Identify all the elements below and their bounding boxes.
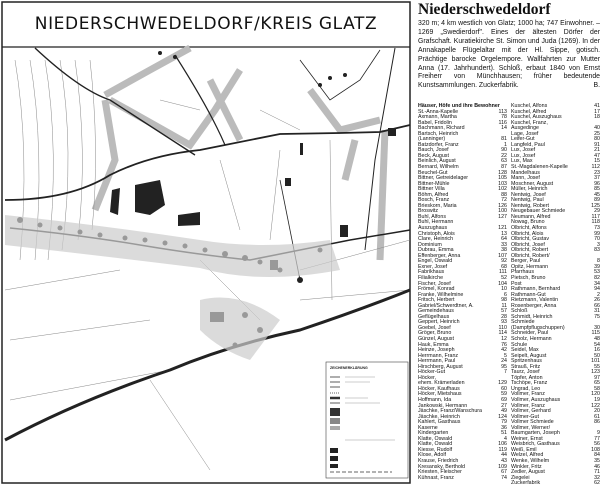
house-number: 75 xyxy=(594,313,600,320)
resident-name: Geflügelhaus xyxy=(418,313,450,320)
resident-name: Kühnast, Franz xyxy=(418,474,454,481)
house-number: 39 xyxy=(594,263,600,270)
resident-name: Frömel, Konrad xyxy=(418,286,455,293)
house-number: 114 xyxy=(498,330,507,337)
resident-name: Rathmann-Gut xyxy=(511,291,546,298)
resident-name: Rietzmann, Valentin xyxy=(511,297,559,304)
resident-name: Spritzenhaus xyxy=(511,358,542,365)
house-number: 100 xyxy=(498,208,507,215)
house-number: 72 xyxy=(501,197,507,204)
resident-name: Franke, Wilhelmine xyxy=(418,291,464,298)
resident-name: Klose, Adolf xyxy=(418,452,446,459)
house-number: 118 xyxy=(591,219,600,226)
house-number: 108 xyxy=(591,446,600,453)
house-number: 127 xyxy=(498,213,507,220)
resident-name: Effenberger, Anna xyxy=(418,252,461,259)
house-number: 69 xyxy=(501,396,507,403)
house-number: 86 xyxy=(594,419,600,426)
house-number: 129 xyxy=(498,380,507,387)
house-number: 3 xyxy=(597,241,600,248)
house-number: 98 xyxy=(501,297,507,304)
resident-name: Bittner, Getreidelager xyxy=(418,175,469,182)
resident-name: Goebel, Josef xyxy=(418,324,451,331)
legend-title: ZEICHENERKLÄRUNG xyxy=(330,366,368,370)
house-number: 103 xyxy=(498,180,507,187)
resident-name: Höcker, Mietshaus xyxy=(418,391,462,398)
house-number: 40 xyxy=(594,125,600,132)
house-number: 87 xyxy=(501,164,507,171)
house-number: 67 xyxy=(501,469,507,476)
house-number: 14 xyxy=(501,125,507,132)
resident-name: Broswitz xyxy=(418,208,439,215)
resident-name: Bachmann, Richard xyxy=(418,125,465,132)
resident-name: Krause, Friedrich xyxy=(418,458,459,464)
resident-name: Vollmer-Gut xyxy=(511,413,539,420)
resident-name: Welzel, Alfred xyxy=(511,452,544,459)
house-number: 59 xyxy=(501,391,507,398)
house-number: 34 xyxy=(594,280,600,287)
house-number: 16 xyxy=(594,347,600,354)
house-number: 89 xyxy=(594,197,600,204)
resident-name: Vollmer, Franz xyxy=(511,402,545,409)
resident-name: Weisbrich, Gasthaus xyxy=(511,441,560,448)
house-number: 73 xyxy=(594,225,600,232)
resident-name: Klatte, Oswald xyxy=(418,441,453,448)
house-number: 93 xyxy=(501,319,507,326)
house-number: 92 xyxy=(501,258,507,265)
resident-name: Günzel, August xyxy=(418,335,454,342)
resident-name: Gemeindehaus xyxy=(418,308,454,315)
resident-name: Post xyxy=(511,280,522,287)
resident-name: Kuschel, Franz, Ausgedinge xyxy=(511,119,548,132)
resident-name: Kuschel, Auszughaus xyxy=(511,114,562,121)
house-number: 7 xyxy=(504,369,507,376)
house-number: 35 xyxy=(594,458,600,464)
resident-name: Nentwig, Josef xyxy=(511,191,546,198)
resident-name: Heinze, Joseph xyxy=(418,347,455,354)
house-number: 55 xyxy=(594,363,600,370)
resident-name: Bernard, Wilhelm xyxy=(418,164,459,171)
resident-name: Schloß xyxy=(511,308,528,315)
resident-name: Nowag, Bruno xyxy=(511,219,545,226)
house-number: 5 xyxy=(504,352,507,359)
resident-name: Lage, Josef xyxy=(511,130,539,137)
resident-name: Höcker-Gut xyxy=(418,369,446,376)
resident-name: Bittner Villa xyxy=(418,186,445,193)
house-number: 111 xyxy=(498,269,507,276)
resident-name: Vollmer, Franz xyxy=(511,391,545,398)
resident-name: Moschner, August xyxy=(511,180,554,187)
resident-name: Batzdorfer, Franz xyxy=(418,141,459,148)
house-number: 58 xyxy=(594,385,600,392)
resident-name: Bosch, Franz xyxy=(418,197,450,204)
house-number: 120 xyxy=(591,391,600,398)
house-number: 113 xyxy=(498,108,507,115)
resident-name: Clare, Heinrich xyxy=(418,236,454,243)
house-number: 23 xyxy=(594,169,600,176)
resident-name: Babel, Fridolin xyxy=(418,119,452,126)
house-number: 22 xyxy=(501,152,507,159)
resident-name: Herrmann, Franz xyxy=(418,352,459,359)
resident-name: Kresansky, Berthold xyxy=(418,463,466,470)
house-number: 81 xyxy=(501,136,507,143)
house-number: 2 xyxy=(597,291,600,298)
resident-name: Buhl, Hermann Auszughaus xyxy=(418,219,454,232)
house-number: 107 xyxy=(498,252,507,259)
house-number: 15 xyxy=(594,158,600,165)
resident-name: Strauß, Fritz xyxy=(511,363,541,370)
house-number: 9 xyxy=(597,430,600,437)
resident-name: Olbricht, Josef xyxy=(511,241,545,248)
house-number: 13 xyxy=(501,230,507,237)
house-number: 123 xyxy=(591,369,600,376)
resident-name: Jäschke, Franz/Wanschura xyxy=(418,408,482,415)
resident-name: Opitz, Hermann xyxy=(511,263,549,270)
resident-name: Hauk, Emma xyxy=(418,341,449,348)
resident-name: Dominium xyxy=(418,241,442,248)
residents-list-right xyxy=(511,104,600,487)
resident-name: St.-Anna-Kapelle xyxy=(418,108,459,115)
house-number: 125 xyxy=(591,202,600,209)
house-number: 128 xyxy=(498,169,507,176)
house-number: 56 xyxy=(594,441,600,448)
resident-name: Kiesse, Rudolf xyxy=(418,446,453,453)
resident-name: Fischer, Josef xyxy=(418,280,451,287)
house-number: 10 xyxy=(501,286,507,293)
resident-name: Kindergarten xyxy=(418,430,449,437)
resident-name: Lux, Josef xyxy=(511,152,536,159)
house-number: 77 xyxy=(594,435,600,442)
resident-name: Olbricht, Alois xyxy=(511,230,544,237)
house-number: 121 xyxy=(498,225,507,232)
resident-name: Neumann, Alfred xyxy=(511,213,551,220)
house-number: 116 xyxy=(498,119,507,126)
house-number: 36 xyxy=(501,424,507,431)
resident-name: Lux, Max xyxy=(511,158,533,165)
resident-name: Seipelt, August xyxy=(511,352,547,359)
house-number: 97 xyxy=(594,374,600,381)
house-number: 117 xyxy=(591,213,600,220)
house-number: 80 xyxy=(594,136,600,143)
house-number: 50 xyxy=(594,352,600,359)
house-number: 96 xyxy=(594,180,600,187)
intro-text: 320 m; 4 km westlich von Glatz; 1000 ha; 747 Einwohner. – 1269 „Swedierdorf". Eines der ältesten Dörfer der Grafschaft. Kuratiekirche St. Simon und Juda (1269). In der Annakapelle Flügelaltar mit der Hl. Sippe, gotisch. Prächtige barocke Orgelempore. Wallfahrten zur Mutter Anna (17. Jahrhundert). Schloß, erbaut 1840 von Ernst Freiherr von Münchhausen; früher bedeutende Kunstsammlungen. Zuckerfabrik. xyxy=(418,20,600,90)
house-number: 95 xyxy=(501,363,507,370)
house-number: 54 xyxy=(594,341,600,348)
house-number: 91 xyxy=(594,141,600,148)
house-number: 109 xyxy=(498,463,507,470)
house-number: 82 xyxy=(594,274,600,281)
house-number: 44 xyxy=(501,452,507,459)
house-number: 25 xyxy=(594,130,600,137)
resident-name: Brieskorn, Maria xyxy=(418,202,457,209)
house-number: 74 xyxy=(501,474,507,481)
house-number: 41 xyxy=(594,103,600,109)
resident-name: Kaserne xyxy=(418,424,438,431)
house-number: 6 xyxy=(504,291,507,298)
house-number: 38 xyxy=(501,247,507,254)
house-number: 63 xyxy=(501,158,507,165)
resident-name: Taurz, Josef xyxy=(511,369,540,376)
resident-name: Engel, Oswald xyxy=(418,258,453,265)
house-number: 78 xyxy=(501,114,507,121)
resident-name: Mandelhaus xyxy=(511,169,540,176)
list-item xyxy=(418,220,507,231)
resident-name: Schmiede (Dampfpflugschuppen) xyxy=(511,319,565,331)
resident-name: Beuchel-Gut xyxy=(418,169,448,176)
article-heading: Niederschwedeldorf xyxy=(418,1,551,18)
resident-name: Zedler, August xyxy=(511,469,545,476)
resident-name: Christoph, Alois xyxy=(418,230,455,237)
house-number: 8 xyxy=(597,258,600,265)
house-number: 47 xyxy=(594,152,600,159)
resident-name: Herrmann, Paul xyxy=(418,358,456,365)
resident-name: Pfarrhaus xyxy=(511,269,534,276)
resident-name: Kriesten, Fleischer xyxy=(418,469,462,476)
resident-name: Schule xyxy=(511,341,528,348)
resident-name: Scholz, Hermann xyxy=(511,335,552,342)
resident-name: Nentwig, Robert xyxy=(511,202,549,209)
house-number: 24 xyxy=(501,358,507,365)
resident-name: Gröger, Bruno xyxy=(418,330,452,337)
author-signature: B. xyxy=(593,82,600,90)
resident-name: Olbricht, Robert/ Berger, Paul xyxy=(511,252,550,265)
house-number: 1 xyxy=(504,141,507,148)
resident-name: Höcker, ehem. Krämerladen xyxy=(418,374,465,387)
house-number: 101 xyxy=(591,358,600,365)
house-number: 4 xyxy=(504,435,507,442)
resident-name: Kahlert, Gasthaus xyxy=(418,419,461,426)
house-number: 85 xyxy=(594,186,600,193)
resident-name: Jäschke, Heinrich xyxy=(418,413,460,420)
resident-name: Olbricht, Robert xyxy=(511,247,549,254)
house-number: 27 xyxy=(501,402,507,409)
resident-name: Exner, Josef xyxy=(418,263,448,270)
resident-name: Rosenberger, Anna xyxy=(511,302,557,309)
resident-name: Winkler, Fritz xyxy=(511,463,542,470)
resident-name: Filialkirche xyxy=(418,274,444,281)
house-number: 84 xyxy=(594,452,600,459)
house-number: 112 xyxy=(591,164,600,171)
resident-name: Vollmer, Werner/ Baumgarten, Joseph xyxy=(511,424,560,437)
house-number: 71 xyxy=(594,469,600,476)
resident-name: Schneider, Paul xyxy=(511,330,549,337)
resident-name: Jankowski, Hermann xyxy=(418,402,468,409)
resident-name: Leifer-Gut xyxy=(511,136,535,143)
resident-name: Schmidt, Heinrich xyxy=(511,313,553,320)
house-number: 19 xyxy=(594,396,600,403)
house-number: 11 xyxy=(501,302,507,309)
house-number: 48 xyxy=(594,335,600,342)
resident-name: Klatte, Oswald xyxy=(418,435,453,442)
house-number: 65 xyxy=(594,380,600,387)
house-number: 49 xyxy=(501,408,507,415)
map-title: NIEDERSCHWEDELDORF/KREIS GLATZ xyxy=(34,14,378,34)
resident-name: Ziegelei xyxy=(511,474,530,481)
resident-name: Geppert, Heinrich xyxy=(418,319,460,326)
resident-name: Fritsch, Herbert xyxy=(418,297,455,304)
resident-name: Höcker, Kaufhaus xyxy=(418,385,460,392)
resident-name: Beck, August xyxy=(418,152,449,159)
house-number: 79 xyxy=(501,419,507,426)
house-number: 26 xyxy=(594,297,600,304)
house-number: 110 xyxy=(498,324,507,331)
house-number: 52 xyxy=(501,274,507,281)
resident-name: Seidel, Max xyxy=(511,347,539,354)
house-number: 12 xyxy=(501,335,507,342)
house-number: 70 xyxy=(594,236,600,243)
resident-name: Müller, Heinrich xyxy=(511,186,548,193)
house-number: 18 xyxy=(594,114,600,121)
house-number: 30 xyxy=(594,324,600,331)
resident-name: Hoffmann, Ida xyxy=(418,396,452,403)
house-number: 68 xyxy=(501,263,507,270)
resident-name: Kuschel, Alfons xyxy=(511,103,548,109)
resident-name: Bittner-Mühle xyxy=(418,180,450,187)
house-number: 51 xyxy=(501,430,507,437)
house-number: 37 xyxy=(594,175,600,182)
resident-name: Töpfer, Anton xyxy=(511,374,543,381)
residents-list-left xyxy=(418,104,507,481)
article-intro xyxy=(418,20,600,91)
resident-name: Fabrikhaus xyxy=(418,269,445,276)
resident-name: Hirschberg, August xyxy=(418,363,463,370)
resident-name: Vollmer, Auszughaus xyxy=(511,396,561,403)
resident-name: Gabriel/Schwerdtner, A. xyxy=(418,302,474,309)
resident-name: Buhl, Alfons xyxy=(418,213,446,220)
list-item xyxy=(418,476,507,482)
house-number: 76 xyxy=(501,341,507,348)
house-number: 90 xyxy=(501,147,507,154)
house-number: 124 xyxy=(498,413,507,420)
resident-name: Olbricht, Gustav xyxy=(511,236,549,243)
resident-name: Ungrad, Leo xyxy=(511,385,541,392)
house-number: 105 xyxy=(498,175,507,182)
resident-name: Pietsch, Bruno xyxy=(511,274,546,281)
resident-name: Wenke, Wilhelm xyxy=(511,458,550,464)
house-number: 45 xyxy=(594,191,600,198)
resident-name: Axmann, Martha xyxy=(418,114,457,121)
house-number: 62 xyxy=(594,480,600,487)
house-number: 104 xyxy=(498,280,507,287)
house-number: 94 xyxy=(594,286,600,293)
house-number: 61 xyxy=(594,413,600,420)
house-number: 126 xyxy=(498,202,507,209)
house-number: 60 xyxy=(501,385,507,392)
house-number: 33 xyxy=(501,241,507,248)
house-number: 53 xyxy=(594,269,600,276)
house-number: 83 xyxy=(594,247,600,254)
resident-name: Bartsch, Heinrich (Lanninger) xyxy=(418,130,459,143)
house-number: 43 xyxy=(501,458,507,464)
house-number: 88 xyxy=(501,191,507,198)
article xyxy=(418,0,600,487)
house-number: 99 xyxy=(594,230,600,237)
house-number: 119 xyxy=(498,446,507,453)
resident-name: Langfeld, Paul xyxy=(511,141,545,148)
house-number: 64 xyxy=(501,236,507,243)
resident-name: Weiß, Emil xyxy=(511,446,537,453)
list-heading: Häuser, Höfe und ihre Bewohner xyxy=(418,103,500,109)
house-number: 115 xyxy=(591,330,600,337)
resident-name: Nentwig, Paul xyxy=(511,197,544,204)
resident-name: Olbricht, Alfons xyxy=(511,225,547,232)
resident-name: Lux, Josef xyxy=(511,147,536,154)
house-number: 66 xyxy=(594,302,600,309)
house-number: 122 xyxy=(591,402,600,409)
resident-name: Neugebauer Schmiede xyxy=(511,208,566,215)
house-number: 32 xyxy=(594,474,600,481)
resident-name: Böhm, Alfred xyxy=(418,191,449,198)
house-number: 102 xyxy=(498,186,507,193)
resident-name: Tschöpe, Franz xyxy=(511,380,548,387)
resident-name: Dubrau, Emma xyxy=(418,247,454,254)
map-legend xyxy=(326,362,408,478)
resident-name: Kuschel, Alfred xyxy=(511,108,547,115)
house-number: 21 xyxy=(594,147,600,154)
house-number: 46 xyxy=(594,463,600,470)
resident-name: Bauch, Josef xyxy=(418,147,449,154)
resident-name: Mann, Josef xyxy=(511,175,540,182)
house-number: 106 xyxy=(498,441,507,448)
house-number: 31 xyxy=(594,308,600,315)
house-number: 29 xyxy=(594,208,600,215)
resident-name: Vollmer Schmiede xyxy=(511,419,554,426)
resident-name: Weiner, Ernst xyxy=(511,435,543,442)
resident-name: Vollmer, Gerhard xyxy=(511,408,551,415)
resident-name: Zuckerfabrik xyxy=(511,480,541,487)
house-number: 20 xyxy=(594,408,600,415)
house-number: 28 xyxy=(501,313,507,320)
house-number: 17 xyxy=(594,108,600,115)
resident-name: Beinlich, August xyxy=(418,158,456,165)
house-number: 42 xyxy=(501,347,507,354)
resident-name: Rathmann, Bernhard xyxy=(511,286,561,293)
list-item xyxy=(511,481,600,487)
house-number: 57 xyxy=(501,308,507,315)
resident-name: St.-Magdalenen-Kapelle xyxy=(511,164,568,171)
